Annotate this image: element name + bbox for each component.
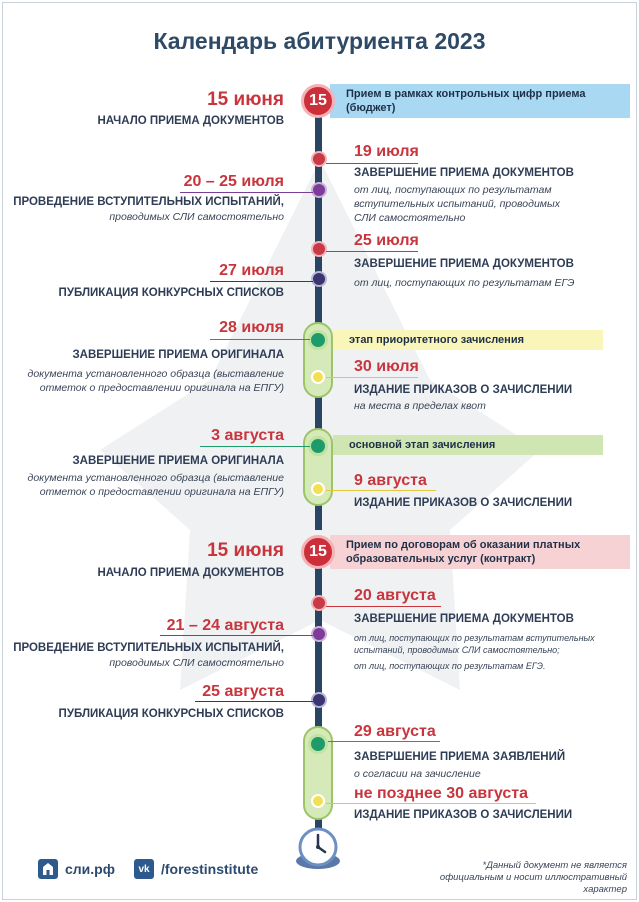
budget-e2-underline — [180, 192, 313, 193]
event-dot — [308, 330, 328, 350]
budget-e1-date: 19 июля — [354, 143, 419, 160]
budget-e7-sub: документа установленного образца (выставление отметок о предоставлении оригинала на ЕПГУ) — [27, 472, 284, 498]
contract-e4-sub: о согласии на зачисление — [354, 768, 481, 780]
budget-e8-underline — [326, 490, 436, 491]
budget-e2-date: 20 – 25 июля — [183, 173, 284, 190]
contract-e2-underline — [160, 635, 313, 636]
budget-start-badge: 15 — [301, 84, 335, 118]
budget-e3-sub: от лиц, поступающих по результатам ЕГЭ — [354, 277, 575, 289]
budget-e7-underline — [200, 446, 310, 447]
university-logo-icon — [38, 859, 58, 879]
contract-e5-date: не позднее 30 августа — [354, 785, 529, 802]
budget-e1-sub: от лиц, поступающих по результатам вступительных испытаний, проводимых СЛИ самостоятельно — [354, 184, 560, 224]
event-dot — [308, 734, 328, 754]
contract-start-date: 15 июня — [207, 540, 284, 561]
contract-e2-date: 21 – 24 августа — [166, 617, 284, 634]
contract-e1-sub2: от лиц, поступающих по результатам ЕГЭ. — [354, 661, 546, 671]
budget-e5-sub: документа установленного образца (выставление отметок о предоставлении оригинала на ЕПГУ) — [27, 368, 284, 394]
contract-e3-underline — [195, 701, 313, 702]
budget-e1-underline — [326, 163, 418, 164]
disclaimer: *Данный документ не является официальным и носит иллюстративный характер — [439, 860, 627, 895]
clock-icon — [294, 825, 342, 871]
budget-start-date: 15 июня — [207, 89, 284, 110]
priority-band: этап приоритетного зачисления — [333, 330, 603, 350]
budget-e2-head: ПРОВЕДЕНИЕ ВСТУПИТЕЛЬНЫХ ИСПЫТАНИЙ, — [13, 196, 284, 208]
contract-e5-underline — [326, 803, 536, 804]
page-title: Календарь абитуриента 2023 — [153, 28, 486, 54]
event-dot — [311, 595, 327, 611]
contract-e2-head: ПРОВЕДЕНИЕ ВСТУПИТЕЛЬНЫХ ИСПЫТАНИЙ, — [13, 642, 284, 654]
budget-e6-underline — [326, 377, 418, 378]
contract-e4-date: 29 августа — [354, 723, 436, 740]
event-dot — [311, 626, 327, 642]
budget-e3-date: 25 июля — [354, 232, 419, 249]
contract-e1-date: 20 августа — [354, 587, 436, 604]
event-dot — [311, 370, 325, 384]
event-dot — [311, 482, 325, 496]
event-dot — [311, 692, 327, 708]
contract-e4-underline — [328, 741, 440, 742]
budget-e6-head: ИЗДАНИЕ ПРИКАЗОВ О ЗАЧИСЛЕНИИ — [354, 384, 573, 396]
contract-e1-sub1: от лиц, поступающих по результатам вступительных испытаний, проводимых СЛИ самостоятельно; — [354, 633, 595, 655]
contract-start-label: НАЧАЛО ПРИЕМА ДОКУМЕНТОВ — [97, 567, 284, 579]
contract-e3-date: 25 августа — [202, 683, 284, 700]
budget-e5-date: 28 июля — [219, 319, 284, 336]
contract-e1-underline — [326, 606, 441, 607]
site-link[interactable]: сли.рф — [65, 861, 115, 877]
budget-e4-date: 27 июля — [219, 262, 284, 279]
budget-e4-head: ПУБЛИКАЦИЯ КОНКУРСНЫХ СПИСКОВ — [58, 287, 284, 299]
budget-start-label: НАЧАЛО ПРИЕМА ДОКУМЕНТОВ — [97, 115, 284, 127]
vk-icon: vk — [134, 859, 154, 879]
budget-e6-sub: на места в пределах квот — [354, 400, 486, 412]
vk-link[interactable]: /forestinstitute — [161, 861, 259, 877]
budget-e7-date: 3 августа — [211, 427, 284, 444]
event-dot — [311, 271, 327, 287]
footer-vk[interactable] — [134, 858, 258, 880]
contract-band: Прием по договорам об оказании платных образовательных услуг (контракт) — [330, 535, 630, 569]
budget-e3-underline — [326, 251, 418, 252]
event-dot — [308, 436, 328, 456]
event-dot — [311, 794, 325, 808]
budget-e5-underline — [210, 339, 310, 340]
budget-e5-head: ЗАВЕРШЕНИЕ ПРИЕМА ОРИГИНАЛА — [72, 349, 284, 361]
footer-site[interactable] — [38, 858, 115, 880]
event-dot — [311, 151, 327, 167]
event-dot — [311, 182, 327, 198]
contract-start-badge: 15 — [301, 535, 335, 569]
contract-e5-head: ИЗДАНИЕ ПРИКАЗОВ О ЗАЧИСЛЕНИИ — [354, 809, 573, 821]
contract-e4-head: ЗАВЕРШЕНИЕ ПРИЕМА ЗАЯВЛЕНИЙ — [354, 751, 566, 763]
contract-e1-head: ЗАВЕРШЕНИЕ ПРИЕМА ДОКУМЕНТОВ — [354, 613, 574, 625]
main-band: основной этап зачисления — [333, 435, 603, 455]
budget-e8-date: 9 августа — [354, 472, 427, 489]
budget-e4-underline — [210, 281, 313, 282]
event-dot — [311, 241, 327, 257]
budget-e8-head: ИЗДАНИЕ ПРИКАЗОВ О ЗАЧИСЛЕНИИ — [354, 497, 573, 509]
budget-band: Прием в рамках контрольных цифр приема (бюджет) — [330, 84, 630, 118]
contract-e2-sub: проводимых СЛИ самостоятельно — [109, 657, 284, 669]
budget-e6-date: 30 июля — [354, 358, 419, 375]
contract-e3-head: ПУБЛИКАЦИЯ КОНКУРСНЫХ СПИСКОВ — [58, 708, 284, 720]
budget-e3-head: ЗАВЕРШЕНИЕ ПРИЕМА ДОКУМЕНТОВ — [354, 258, 574, 270]
budget-e7-head: ЗАВЕРШЕНИЕ ПРИЕМА ОРИГИНАЛА — [72, 455, 284, 467]
budget-e1-head: ЗАВЕРШЕНИЕ ПРИЕМА ДОКУМЕНТОВ — [354, 167, 574, 179]
budget-e2-sub: проводимых СЛИ самостоятельно — [109, 211, 284, 223]
